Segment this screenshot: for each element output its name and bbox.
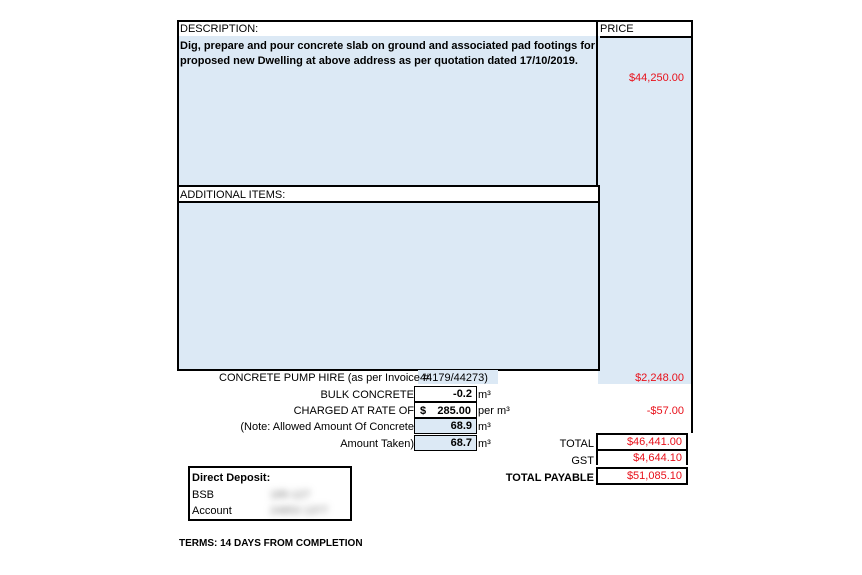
allowed-unit: m³ [478,421,491,433]
total-label: TOTAL [559,438,594,450]
price-header: PRICE [600,23,634,35]
total-payable-label: TOTAL PAYABLE [505,472,594,484]
gst-value: $4,644.10 [596,451,688,465]
taken-unit: m³ [478,438,491,450]
direct-deposit-title: Direct Deposit: [192,472,271,484]
adjustment-price: -$57.00 [646,405,684,417]
taken-label: Amount Taken) [340,438,414,450]
rate-label: CHARGED AT RATE OF [293,405,414,417]
rate-currency: $ [420,405,427,417]
pump-hire-label: CONCRETE PUMP HIRE (as per Invoice # [219,372,430,384]
bulk-concrete-label: BULK CONCRETE [320,389,414,401]
total-value: $46,441.00 [596,433,688,451]
rate-value: 285.00 [437,405,471,417]
description-right-border [596,36,598,186]
description-header: DESCRIPTION: [180,23,259,35]
bulk-concrete-value: -0.2 [414,386,477,402]
account-value: 24853 1377 [270,505,329,517]
rate-unit: per m³ [478,405,510,417]
price-column [598,36,693,384]
pump-hire-invoice: 44179/44273) [420,372,488,384]
payment-terms: TERMS: 14 DAYS FROM COMPLETION [179,538,363,549]
description-line-1: Dig, prepare and pour concrete slab on ground and associated pad footings for [180,40,595,52]
account-label: Account [192,505,232,517]
additional-items-box [177,185,600,371]
description-line-2: proposed new Dwelling at above address as per quotation dated 17/10/2019. [180,55,578,67]
pump-hire-price: $2,248.00 [635,372,684,384]
main-price: $44,250.00 [628,72,684,84]
bsb-value: 185-127 [270,489,311,501]
taken-value: 68.7 [414,435,477,451]
additional-items-header: ADDITIONAL ITEMS: [180,189,286,201]
gst-label: GST [571,455,594,467]
total-payable-value: $51,085.10 [596,467,688,485]
bulk-concrete-unit: m³ [478,389,491,401]
allowed-label: (Note: Allowed Amount Of Concrete [240,421,414,433]
bsb-label: BSB [192,489,215,501]
allowed-value: 68.9 [414,418,477,434]
